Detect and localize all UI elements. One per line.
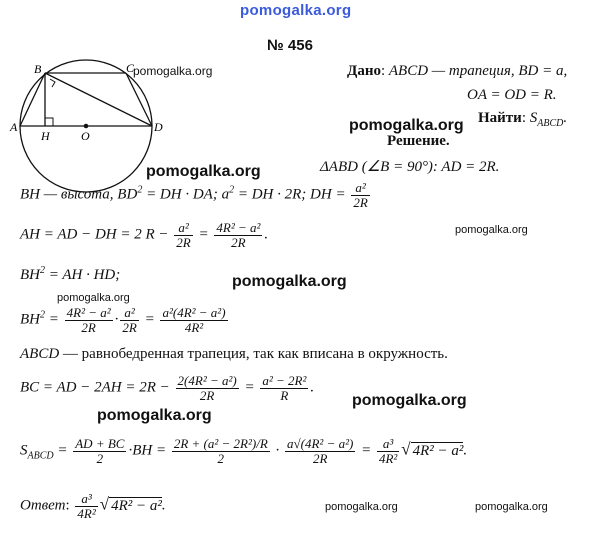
t: — равнобедренная трапеция, так как вписана в окружность. bbox=[59, 346, 448, 362]
watermark: pomogalka.org bbox=[349, 117, 464, 134]
t: . bbox=[310, 379, 315, 396]
fraction bbox=[351, 181, 369, 209]
watermark-top: pomogalka.org bbox=[240, 2, 352, 19]
t: = bbox=[357, 442, 375, 459]
t: . bbox=[463, 442, 468, 459]
fraction bbox=[120, 306, 138, 334]
denominator: 2R bbox=[312, 450, 328, 466]
t: BH bbox=[20, 311, 40, 328]
given-text-1: ABCD — трапеция, BD = a, bbox=[388, 63, 568, 79]
radicand: 4R² − a² bbox=[111, 497, 162, 514]
find-label: Найти bbox=[478, 110, 522, 126]
solution-line-3 bbox=[20, 221, 268, 249]
t: ·BH = bbox=[128, 442, 170, 459]
watermark-figure: pomogalka.org bbox=[133, 64, 213, 78]
given-label: Дано bbox=[347, 63, 381, 79]
answer-line: Ответ: $\frac{\text{a³}}{\text{4R²}}$ √ 4R² − a². bbox=[20, 491, 166, 521]
t: BH bbox=[20, 267, 40, 283]
numerator: 4R² − a² bbox=[66, 305, 111, 320]
label-b: B bbox=[34, 62, 42, 76]
denominator: 4R² bbox=[184, 319, 204, 335]
numerator: a√(4R² − a²) bbox=[287, 436, 354, 451]
numerator: 2R + (a² − 2R²)/R bbox=[173, 436, 268, 451]
t: = DH · DA; a bbox=[142, 186, 230, 203]
t: BC = AD − 2AH = 2R − bbox=[20, 379, 174, 396]
t: = AH · HD; bbox=[45, 267, 121, 283]
answer-label: Ответ bbox=[20, 497, 66, 514]
denominator: 2R bbox=[176, 234, 191, 250]
label-o: O bbox=[81, 129, 90, 143]
t: = bbox=[140, 311, 159, 328]
t: ABCD bbox=[27, 450, 54, 462]
right-angle-h bbox=[45, 118, 53, 126]
watermark: pomogalka.org bbox=[325, 501, 398, 513]
fraction bbox=[65, 306, 113, 334]
solution-line-1: ΔABD (∠B = 90°): AD = 2R. bbox=[320, 159, 500, 175]
side-cd bbox=[126, 73, 152, 126]
fraction bbox=[73, 437, 126, 465]
solution-line-2: BH — высота, $BD^2$ = DH · DA; $a^2$ = DH · 2R; DH = $\frac{\text{a²}}{2R}$ bbox=[20, 180, 368, 210]
t: = bbox=[45, 311, 63, 328]
watermark: pomogalka.org bbox=[146, 163, 261, 180]
fraction bbox=[214, 221, 262, 249]
solution-line-8: $S_{ABCD}$ = $\frac{AD + BC}{2}$ ·BH = $\frac{\text{2R + (a² − 2R²)/R}}{2}$ · $\frac{\text{a√(4R² − a²)}}{2R}$ = $\frac{\text{a³}}{\text{4R²}}$ √ 4R² − a². bbox=[20, 436, 468, 466]
denominator: R bbox=[280, 387, 289, 403]
find-dot: . bbox=[563, 110, 568, 126]
fraction bbox=[377, 437, 399, 465]
numerator: 4R² − a² bbox=[216, 220, 261, 235]
t: = bbox=[194, 226, 213, 243]
numerator: 2(4R² − a²) bbox=[177, 373, 237, 388]
denominator: 2R bbox=[199, 387, 215, 403]
watermark: pomogalka.org bbox=[475, 501, 548, 513]
numerator: a² bbox=[174, 221, 192, 236]
denominator: 4R² bbox=[378, 450, 398, 466]
denominator: 2R bbox=[231, 234, 246, 250]
fraction bbox=[172, 437, 270, 465]
t: = DH · 2R; DH = bbox=[234, 186, 350, 203]
denominator: 4R² bbox=[77, 505, 96, 521]
numerator: a³ bbox=[75, 492, 97, 507]
solution-line-5: $BH^2$ = $\frac{\text{4R² − a²}}{2R}$ · $\frac{\text{a²}}{2R}$ = $\frac{\text{a²(4R² − a²)}}{\text{4R²}}$ bbox=[20, 305, 226, 335]
t: S bbox=[20, 442, 28, 459]
label-c: C bbox=[126, 61, 135, 75]
fraction bbox=[160, 306, 227, 334]
label-h: H bbox=[41, 129, 50, 143]
numerator: a²(4R² − a²) bbox=[162, 305, 226, 320]
given-line-1: Дано: ABCD — трапеция, BD = a, bbox=[347, 63, 568, 79]
solution-line-6 bbox=[20, 346, 448, 363]
problem-number: № 456 bbox=[267, 37, 313, 54]
watermark: pomogalka.org bbox=[57, 292, 130, 304]
denominator: 2R bbox=[122, 319, 137, 335]
watermark: pomogalka.org bbox=[232, 273, 347, 290]
find-line: Найти: $S_{ABCD}$. bbox=[478, 110, 568, 129]
t: BH — высота, BD bbox=[20, 186, 138, 203]
solution-line-7 bbox=[20, 374, 314, 402]
t: AH = AD − DH = 2 R − bbox=[20, 226, 173, 243]
solution-line-4: $BH^2$ = AH · HD; bbox=[20, 265, 121, 283]
fraction bbox=[260, 374, 308, 402]
denominator: 2R bbox=[353, 194, 368, 210]
denominator: 2R bbox=[81, 319, 96, 335]
t: · bbox=[271, 442, 284, 459]
fraction bbox=[285, 437, 355, 465]
given-line-2: OA = OD = R. bbox=[467, 87, 557, 103]
t: : bbox=[65, 497, 70, 514]
solution-heading: Решение. bbox=[387, 133, 450, 149]
t: = bbox=[53, 442, 72, 459]
fraction bbox=[176, 374, 239, 402]
fraction bbox=[75, 492, 97, 520]
denominator: 2 bbox=[217, 450, 225, 466]
side-ab bbox=[20, 73, 45, 126]
t: . bbox=[161, 497, 166, 514]
watermark: pomogalka.org bbox=[455, 224, 528, 236]
find-value: S bbox=[529, 110, 538, 126]
center-point bbox=[84, 124, 89, 129]
right-angle-b bbox=[50, 79, 55, 87]
find-sub: ABCD bbox=[537, 118, 564, 129]
numerator: AD + BC bbox=[75, 436, 125, 451]
watermark: pomogalka.org bbox=[352, 392, 467, 409]
denominator: 2 bbox=[96, 450, 104, 466]
radicand: 4R² − a² bbox=[412, 442, 464, 459]
t: ABCD bbox=[20, 346, 60, 362]
numerator: a² bbox=[120, 306, 138, 321]
numerator: a³ bbox=[377, 437, 399, 452]
watermark: pomogalka.org bbox=[97, 407, 212, 424]
label-d: D bbox=[154, 120, 163, 134]
t: . bbox=[264, 226, 269, 243]
diagonal-bd bbox=[45, 73, 152, 126]
fraction bbox=[174, 221, 192, 249]
label-a: A bbox=[10, 120, 18, 134]
numerator: a² − 2R² bbox=[262, 373, 307, 388]
t: = bbox=[240, 379, 259, 396]
t: · bbox=[114, 311, 119, 328]
numerator: a² bbox=[351, 181, 369, 196]
